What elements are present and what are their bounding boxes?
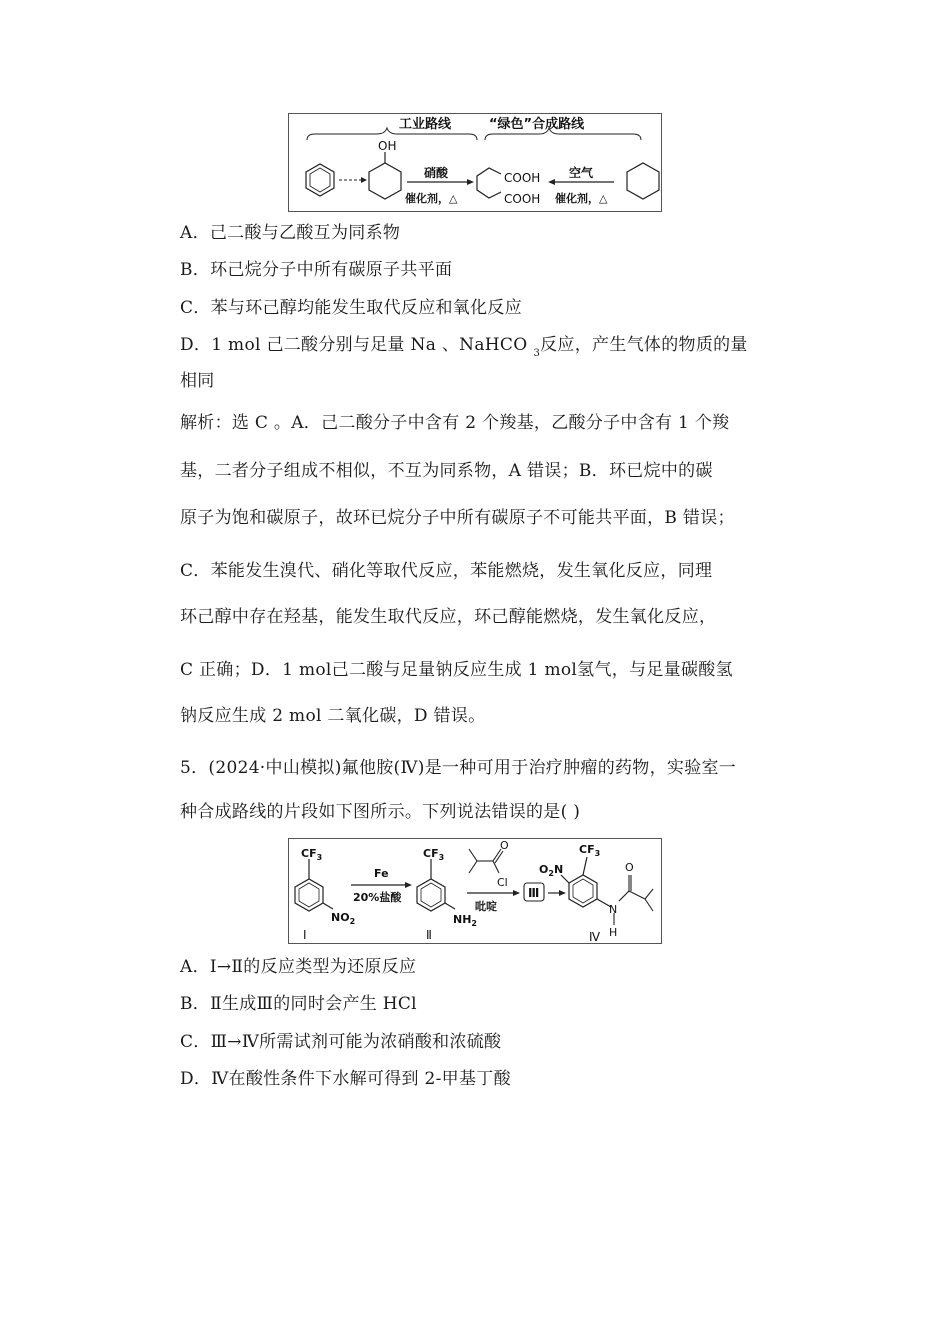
reagent-pyridine: 吡啶 — [475, 900, 497, 913]
solution-line-6: C 正确；D．1 mol己二酸与足量钠反应生成 1 mol氢气，与足量碳酸氢 — [180, 660, 733, 680]
compound-iii-label: Ⅲ — [528, 886, 540, 900]
q4-option-b: B．环己烷分子中所有碳原子共平面 — [180, 260, 453, 280]
cyclohexane-molecule — [627, 163, 659, 199]
acyl-o: O — [500, 839, 509, 852]
compound-iv-h: H — [609, 926, 618, 939]
reagent-hcl: 20%盐酸 — [353, 891, 402, 904]
solution-line-3: 原子为饱和碳原子，故环已烷分子中所有碳原子不可能共平面，B 错误； — [180, 508, 735, 528]
compound-iv-n: N — [609, 903, 618, 916]
q5-option-a: A．Ⅰ→Ⅱ的反应类型为还原反应 — [180, 957, 417, 977]
compound-iv-o: O — [625, 861, 634, 874]
q5-option-b: B．Ⅱ生成Ⅲ的同时会产生 HCl — [180, 994, 417, 1014]
compound-i-no2: $NO_2$ — [331, 911, 356, 926]
cooh-top: COOH — [504, 171, 541, 185]
q4-option-d-text-b: 反应，产生气体的物质的量 — [540, 335, 748, 355]
compound-i-ring — [295, 859, 333, 911]
compound-ii-nh2: $NH_2$ — [453, 913, 477, 928]
compound-i-label: I — [303, 928, 307, 942]
q4-option-c: C．苯与环己醇均能发生取代反应和氧化反应 — [180, 298, 523, 318]
solution-line-1: 解析：选 C 。A．己二酸分子中含有 2 个羧基，乙酸分子中含有 1 个羧 — [180, 413, 730, 433]
q4-option-d — [180, 334, 748, 359]
reagent1-bottom: 催化剂，△ — [405, 192, 458, 205]
q5-stem-line-2: 种合成路线的片段如下图所示。下列说法错误的是( ) — [180, 802, 581, 822]
cyclohexanol-molecule — [369, 152, 401, 199]
solution-line-5: 环己醇中存在羟基，能发生取代反应，环己醇能燃烧，发生氧化反应， — [180, 607, 717, 627]
compound-ii-ring — [417, 859, 455, 911]
compound-iv-o2n: $O_2N$ — [539, 863, 564, 878]
reagent2-top: 空气 — [569, 166, 594, 180]
compound-iv-label: Ⅳ — [589, 930, 601, 943]
cooh-bottom: COOH — [504, 192, 541, 206]
acyl-cl: Cl — [497, 876, 508, 889]
figure-synthesis-routes — [288, 113, 662, 212]
figure-flutamide-synthesis — [288, 838, 662, 944]
compound-iv-ring — [561, 857, 653, 925]
reagent-fe: Fe — [374, 867, 389, 880]
q4-option-d-text-a: D．1 mol 己二酸分别与足量 Na 、NaHCO — [180, 335, 528, 355]
solution-line-7: 钠反应生成 2 mol 二氧化碳，D 错误。 — [180, 706, 486, 726]
q5-option-c: C．Ⅲ→Ⅳ所需试剂可能为浓硝酸和浓硫酸 — [180, 1032, 502, 1052]
synthesis-route-diagram — [289, 114, 661, 211]
q5-stem-line-1: 5．(2024·中山模拟)氟他胺(Ⅳ)是一种可用于治疗肿瘤的药物，实验室一 — [180, 758, 737, 778]
compound-ii-cf3: $CF_3$ — [423, 847, 445, 862]
solution-line-2: 基，二者分子组成不相似，不互为同系物，A 错误；B．环已烷中的碳 — [180, 461, 713, 481]
route-green-label: “绿色”合成路线 — [489, 117, 585, 132]
benzene-molecule — [306, 164, 334, 196]
q5-option-d: D．Ⅳ在酸性条件下水解可得到 2-甲基丁酸 — [180, 1069, 511, 1089]
reagent1-top: 硝酸 — [424, 166, 449, 180]
flutamide-synthesis-diagram — [289, 839, 661, 943]
adipic-acid-molecule — [477, 168, 501, 198]
route-industrial-label: 工业路线 — [399, 117, 452, 132]
q4-option-a: A．己二酸与乙酸互为同系物 — [180, 223, 401, 243]
compound-ii-label: Ⅱ — [426, 928, 432, 942]
q4-option-d-subscript: 3 — [533, 348, 541, 359]
compound-iv-cf3: $CF_3$ — [579, 843, 601, 858]
isobutyryl-chloride — [469, 849, 503, 873]
oh-label: OH — [378, 139, 397, 153]
reagent2-bottom: 催化剂，△ — [555, 192, 608, 205]
solution-line-4: C．苯能发生溴代、硝化等取代反应，苯能燃烧，发生氧化反应，同理 — [180, 561, 713, 581]
q4-option-d-continued: 相同 — [180, 371, 215, 391]
compound-i-cf3: $CF_3$ — [301, 847, 323, 862]
